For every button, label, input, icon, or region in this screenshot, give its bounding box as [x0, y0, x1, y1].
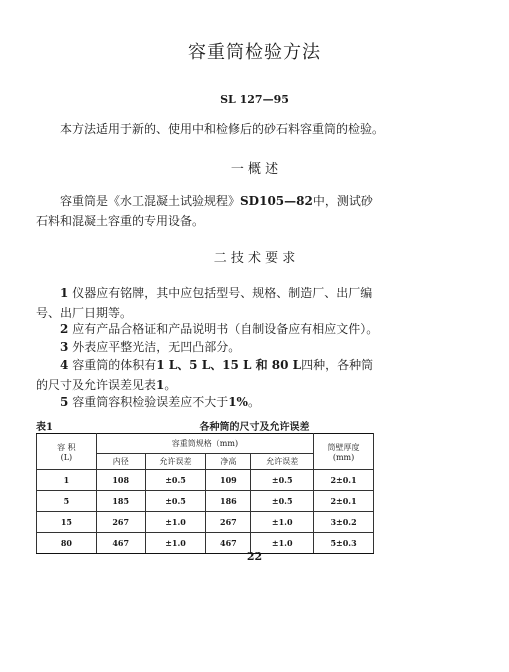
cell-diameter: 267 — [96, 512, 145, 533]
volume-list: 1 L、5 L、15 L 和 80 L — [156, 358, 302, 372]
requirement-item — [36, 392, 436, 412]
item-text: 外表应平整光洁，无凹凸部分。 — [72, 340, 241, 354]
item-text-c: 。 — [164, 378, 177, 392]
header-wall-label: 筒壁厚度 — [327, 442, 360, 452]
cell-diameter: 108 — [96, 470, 145, 491]
cell-tolerance: ±0.5 — [145, 470, 206, 491]
header-volume — [37, 434, 97, 470]
overview-code: SD105—82 — [240, 194, 313, 208]
cell-height: 186 — [206, 491, 251, 512]
overview-text-b: 中，测试砂石料和混凝土容重的专用设备。 — [36, 194, 373, 228]
requirement-item — [36, 355, 382, 395]
header-volume-label: 容 积 — [57, 442, 76, 452]
item-number: 3 — [60, 340, 69, 354]
item-text-a: 容重筒容积检验误差应不大于 — [72, 395, 229, 409]
page-number: 22 — [246, 550, 263, 563]
cell-tolerance: ±1.0 — [145, 512, 206, 533]
cell-tolerance: ±1.0 — [145, 533, 206, 554]
cell-tolerance: ±1.0 — [251, 512, 314, 533]
section-heading-requirements: 二 技 术 要 求 — [213, 251, 296, 266]
standard-code: SL 127—95 — [220, 93, 289, 106]
intro-paragraph: 本方法适用于新的、使用中和检修后的砂石料容重筒的检验。 — [60, 122, 385, 136]
header-wall — [314, 434, 374, 470]
cell-height: 467 — [206, 533, 251, 554]
header-wall-unit: (mm) — [332, 452, 355, 462]
header-tolerance: 允许误差 — [145, 454, 206, 470]
section-heading-overview: 一 概 述 — [230, 162, 279, 177]
item-number: 1 — [60, 286, 69, 300]
tolerance-value: 1% — [228, 395, 248, 409]
document-title: 容重筒检验方法 — [188, 42, 321, 63]
dimensions-table — [36, 433, 374, 554]
cell-diameter: 467 — [96, 533, 145, 554]
table-row — [37, 512, 374, 533]
overview-text-a: 容重筒是《水工混凝土试验规程》 — [60, 194, 241, 208]
table-caption: 各种筒的尺寸及允许误差 — [199, 422, 310, 433]
cell-volume: 15 — [37, 512, 97, 533]
cell-volume: 1 — [37, 470, 97, 491]
cell-wall: 5±0.3 — [314, 533, 374, 554]
item-text-a: 容重筒的体积有 — [72, 358, 157, 372]
table-row — [37, 491, 374, 512]
header-net-height: 净高 — [206, 454, 251, 470]
item-text-b: 四种，各种筒的尺寸及允许误差见表 — [36, 358, 374, 392]
cell-wall: 3±0.2 — [314, 512, 374, 533]
cell-height: 109 — [206, 470, 251, 491]
item-number: 5 — [60, 395, 69, 409]
requirement-item — [36, 337, 436, 357]
item-text-b: 。 — [247, 395, 260, 409]
table-row — [37, 470, 374, 491]
cell-volume: 80 — [37, 533, 97, 554]
item-text: 仪器应有铭牌，其中应包括型号、规格、制造厂、出厂编号、出厂日期等。 — [36, 286, 373, 320]
item-text: 应有产品合格证和产品说明书（自制设备应有相应文件）。 — [72, 322, 379, 336]
table-reference: 1 — [156, 378, 165, 392]
cell-tolerance: ±0.5 — [251, 470, 314, 491]
cell-wall: 2±0.1 — [314, 491, 374, 512]
cell-tolerance: ±0.5 — [251, 491, 314, 512]
cell-volume: 5 — [37, 491, 97, 512]
header-spec-group: 容重筒规格（mm) — [96, 434, 313, 454]
cell-tolerance: ±0.5 — [145, 491, 206, 512]
header-inner-diameter: 内径 — [96, 454, 145, 470]
cell-height: 267 — [206, 512, 251, 533]
header-volume-unit: (L) — [60, 452, 73, 462]
requirement-item — [36, 319, 436, 339]
item-number: 4 — [60, 358, 69, 372]
overview-paragraph — [36, 191, 378, 231]
requirement-item — [36, 283, 382, 323]
cell-diameter: 185 — [96, 491, 145, 512]
table-header-row — [37, 434, 374, 454]
cell-tolerance: ±1.0 — [251, 533, 314, 554]
item-number: 2 — [60, 322, 69, 336]
cell-wall: 2±0.1 — [314, 470, 374, 491]
header-tolerance: 允许误差 — [251, 454, 314, 470]
table-label: 表1 — [36, 422, 53, 433]
